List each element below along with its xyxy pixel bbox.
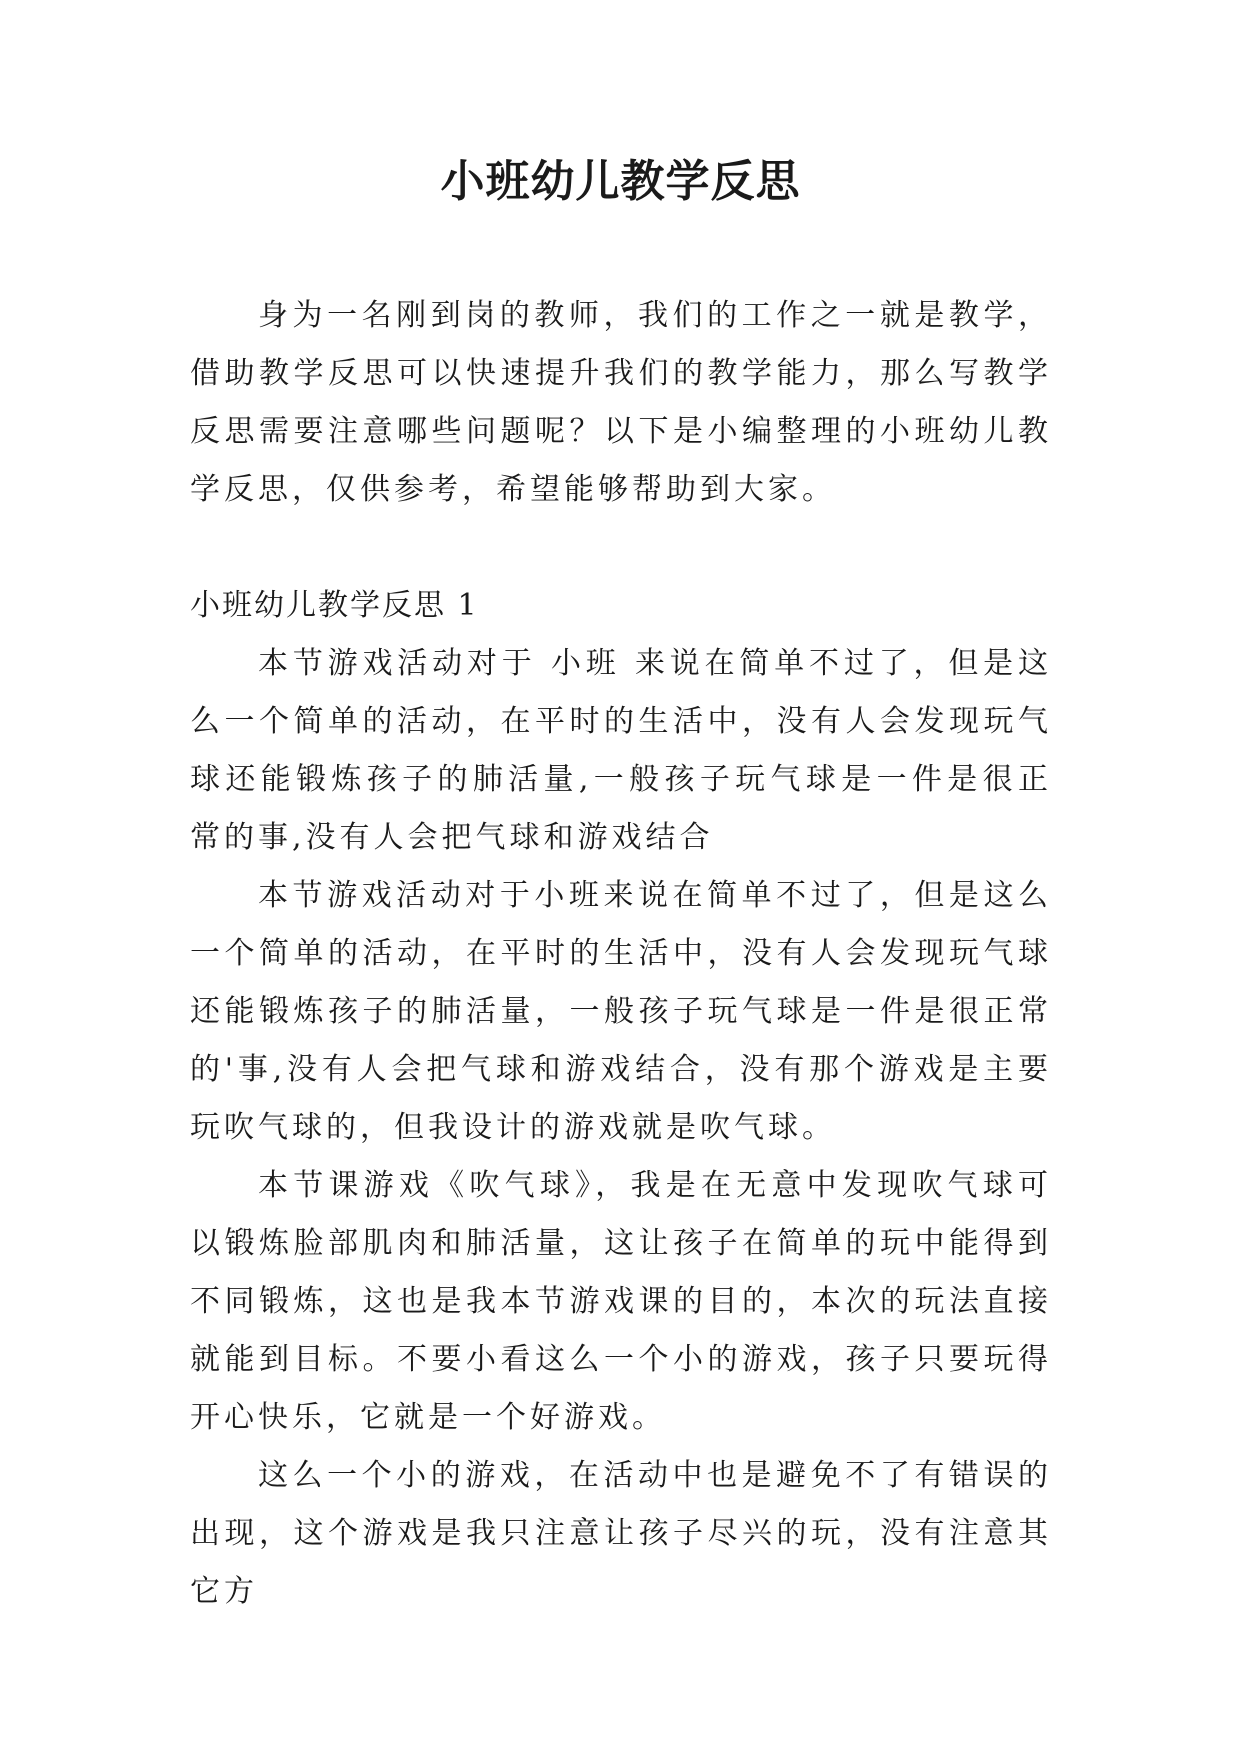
intro-paragraph: 身为一名刚到岗的教师，我们的工作之一就是教学，借助教学反思可以快速提升我们的教学能力，那么写教学反思需要注意哪些问题呢？以下是小编整理的小班幼儿教学反思，仅供参考，希望能够帮助到大家。	[190, 298, 1052, 507]
body-paragraph-3: 本节课游戏《吹气球》，我是在无意中发现吹气球可以锻炼脸部肌肉和肺活量，这让孩子在简单的玩中能得到不同锻炼，这也是我本节游戏课的目的，本次的玩法直接就能到目标。不要小看这么一个小的游戏，孩子只要玩得开心快乐，它就是一个好游戏。	[190, 1168, 1052, 1435]
body-paragraph-2: 本节游戏活动对于小班来说在简单不过了，但是这么一个简单的活动，在平时的生活中，没有人会发现玩气球还能锻炼孩子的肺活量，一般孩子玩气球是一件是很正常的'事,没有人会把气球和游戏结合，没有那个游戏是主要玩吹气球的，但我设计的游戏就是吹气球。	[190, 878, 1052, 1145]
document-title: 小班幼儿教学反思	[440, 156, 801, 207]
section-heading: 小班幼儿教学反思 1	[190, 588, 479, 623]
body-paragraph-1: 本节游戏活动对于 小班 来说在简单不过了，但是这么一个简单的活动，在平时的生活中，没有人会发现玩气球还能锻炼孩子的肺活量,一般孩子玩气球是一件是很正常的事,没有人会把气球和游戏结合	[190, 646, 1052, 855]
body-paragraph-4: 这么一个小的游戏，在活动中也是避免不了有错误的出现，这个游戏是我只注意让孩子尽兴的玩，没有注意其它方	[190, 1458, 1052, 1609]
